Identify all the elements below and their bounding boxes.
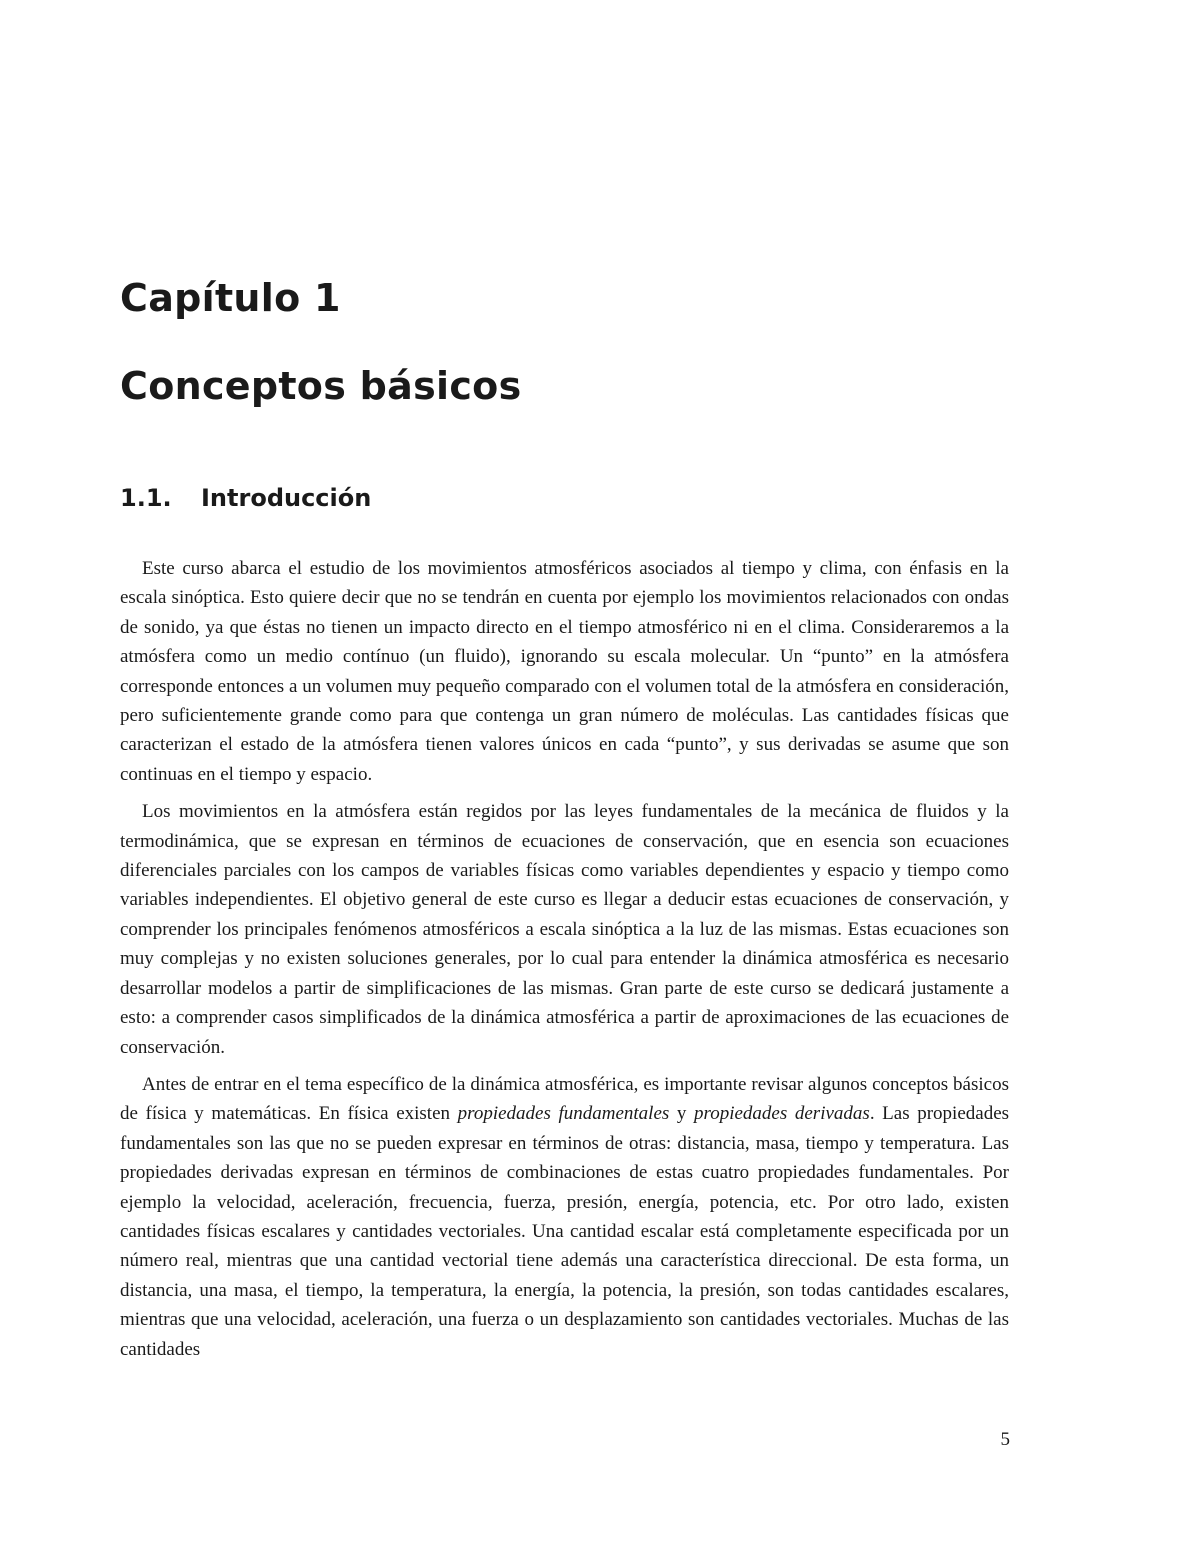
paragraph-text: Antes de entrar en el tema específico de la dinámica atmosférica, es importante revisar algunos conceptos básicos de física y matemáticas. En física existen [120,1073,1009,1125]
paragraph: Los movimientos en la atmósfera están regidos por las leyes fundamentales de la mecánica de fluidos y la termodinámica, que se expresan en términos de ecuaciones de conservación, que en esencia son ecuaciones diferenciales parciales con los campos de variables físicas como variables dependientes y espacio y tiempo como variables independientes. El objetivo general de este curso es llegar a deducir estas ecuaciones de conservación, y comprender los principales fenómenos atmosféricos a escala sinóptica a la luz de las mismas. Estas ecuaciones son muy complejas y no existen soluciones generales, por lo cual para entender la dinámica atmosférica es necesario desarrollar modelos a partir de simplificaciones de las mismas. Gran parte de este curso se dedicará justamente a esto: a comprender casos simplificados de la dinámica atmosférica a partir de aproximaciones de las ecuaciones de conservación. [120,801,1009,1058]
chapter-title: Conceptos básicos [120,364,522,408]
paragraph: Este curso abarca el estudio de los movimientos atmosféricos asociados al tiempo y clima, con énfasis en la escala sinóptica. Esto quiere decir que no se tendrán en cuenta por ejemplo los movimientos relacionados con ondas de sonido, ya que éstas no tienen un impacto directo en el tiempo atmosférico ni en el clima. Consideraremos a la atmósfera como un medio contínuo (un fluido), ignorando su escala molecular. Un “punto” en la atmósfera corresponde entonces a un volumen muy pequeño comparado con el volumen total de la atmósfera en consideración, pero suficientemente grande como para que contenga un gran número de moléculas. Las cantidades físicas que caracterizan el estado de la atmósfera tienen valores únicos en cada “punto”, y sus derivadas se asume que son continuas en el tiempo y espacio. [120,558,1009,785]
page-number: 5 [1000,1429,1010,1450]
section-number: 1.1. [120,484,172,512]
paragraph [120,1070,1009,1364]
section-heading [120,482,371,514]
chapter-label: Capítulo 1 [120,276,341,320]
paragraph-text: y [669,1103,695,1125]
body-text [120,554,1009,1372]
emphasis-term: propiedades fundamentales [457,1103,670,1125]
section-title: Introducción [201,484,372,512]
emphasis-term: propiedades derivadas [694,1103,870,1125]
paragraph-text: . Las propiedades fundamentales son las que no se pueden expresar en términos de otras: distancia, masa, tiempo y temperatura. Las propiedades derivadas expresan en términos de combinaciones de estas cuatro propiedades fundamentales. Por ejemplo la velocidad, aceleración, frecuencia, fuerza, presión, energía, potencia, etc. Por otro lado, existen cantidades físicas escalares y cantidades vectoriales. Una cantidad escalar está completamente especificada por un número real, mientras que una cantidad vectorial tiene además una característica direccional. De esta forma, un distancia, una masa, el tiempo, la temperatura, la energía, la potencia, la presión, son todas cantidades escalares, mientras que una velocidad, aceleración, una fuerza o un desplazamiento son cantidades vectoriales. Muchas de las cantidades [120,1103,1010,1360]
